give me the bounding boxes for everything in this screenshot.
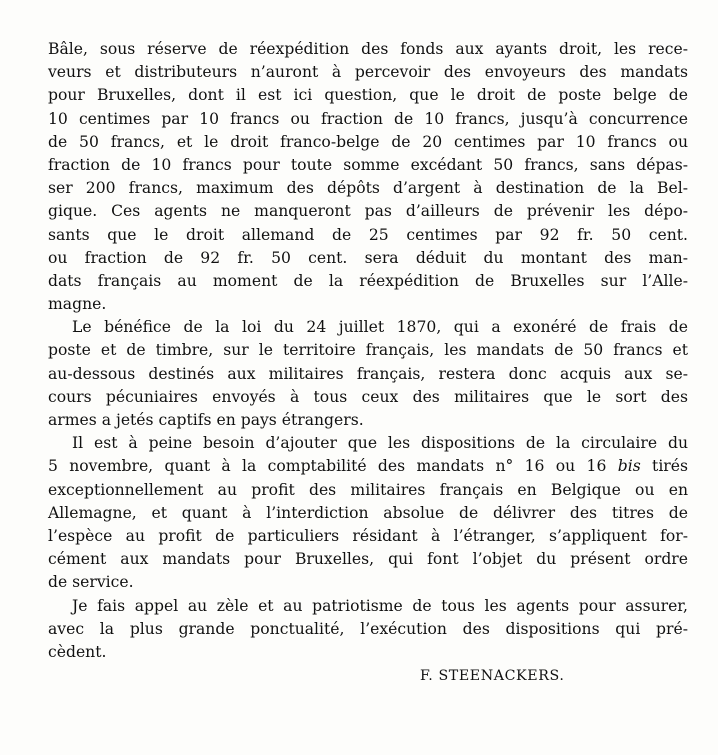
paragraph [48,38,688,316]
text-line: avec la plus grande ponctualité, l’exécution des dispositions qui pré- [48,619,688,638]
body-text [48,38,688,664]
text-line: gique. Ces agents ne manqueront pas d’ailleurs de prévenir les dépo- [48,202,688,221]
text-line: Allemagne, et quant à l’interdiction absolue de délivrer des titres de [48,503,688,522]
text-line: Je fais appel au zèle et au patriotisme de tous les agents pour assurer, [72,596,688,615]
text-line: dats français au moment de la réexpédition de Bruxelles sur l’Alle- [48,271,688,290]
text-line: armes a jetés captifs en pays étrangers. [48,411,364,429]
text-line: cèdent. [48,642,107,661]
paragraph [48,595,688,665]
text-line: veurs et distributeurs n’auront à percevoir des envoyeurs des mandats [48,63,688,82]
text-line: 10 centimes par 10 francs ou fraction de 10 francs, jusqu’à concurrence [48,109,688,128]
text-line: cément aux mandats pour Bruxelles, qui font l’objet du présent ordre [48,550,688,569]
text-line: ser 200 francs, maximum des dépôts d’argent à destination de la Bel- [48,179,688,198]
signature: F. STEENACKERS. [420,668,565,684]
text-line: sants que le droit allemand de 25 centimes par 92 fr. 50 cent. [48,225,688,244]
text-line: 5 novembre, quant à la comptabilité des mandats n° 16 ou 16 bis tirés [48,457,688,476]
text-line: exceptionnellement au profit des militaires français en Belgique ou en [48,480,688,499]
text-line: fraction de 10 francs pour toute somme excédant 50 francs, sans dépas- [48,155,688,174]
text-line: poste et de timbre, sur le territoire français, les mandats de 50 francs et [48,341,688,360]
text-line: Il est à peine besoin d’ajouter que les dispositions de la circulaire du [72,434,688,453]
paragraph [48,316,688,432]
paragraph [48,432,688,594]
text-line: cours pécuniaires envoyés à tous ceux des militaires que le sort des [48,387,688,406]
text-line: au-dessous destinés aux militaires français, restera donc acquis aux se- [48,364,688,383]
text-line: pour Bruxelles, dont il est ici question, que le droit de poste belge de [48,86,688,105]
text-line: ou fraction de 92 fr. 50 cent. sera déduit du montant des man- [48,248,688,267]
text-line: Bâle, sous réserve de réexpédition des fonds aux ayants droit, les rece- [48,40,688,58]
text-line: l’espèce au profit de particuliers résidant à l’étranger, s’appliquent for- [48,526,688,545]
text-line: de 50 francs, et le droit franco-belge de 20 centimes par 10 francs ou [48,132,688,151]
text-line: de service. [48,573,134,592]
text-line: magne. [48,295,107,314]
text-line: Le bénéfice de la loi du 24 juillet 1870, qui a exonéré de frais de [72,318,688,337]
